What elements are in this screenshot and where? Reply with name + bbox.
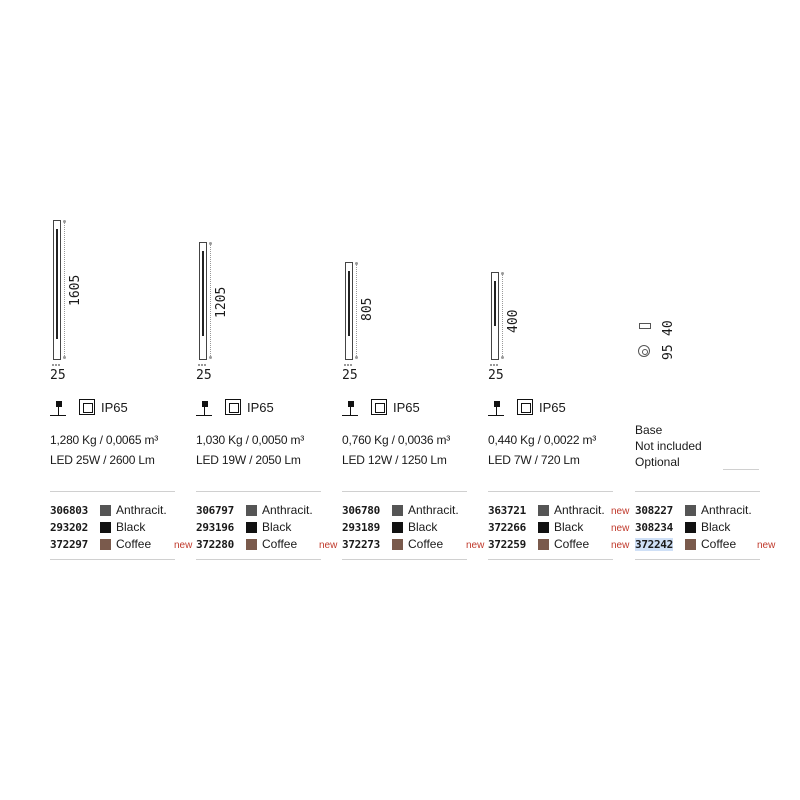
product-code: 293189 [342,521,380,534]
color-name: Coffee [408,537,444,551]
weight-volume: 1,030 Kg / 0,0050 m³ [196,433,305,447]
weight-volume: 0,440 Kg / 0,0022 m³ [488,433,597,447]
base-title: Base [635,423,663,437]
divider [635,559,760,560]
product-code: 306780 [342,504,380,517]
product-column-4 [488,0,628,800]
divider [342,559,467,560]
color-name: Anthracit. [701,503,752,517]
color-name: Anthracit. [408,503,459,517]
color-swatch [538,522,549,533]
product-code: 363721 [488,504,526,517]
product-code: 372259 [488,538,526,551]
divider [50,491,175,492]
base-diameter-label: 95 [661,344,676,360]
product-code: 372273 [342,538,380,551]
base-top-view-icon [638,345,650,357]
width-dimension-label: 25 [196,368,212,383]
height-dimension-label: 1605 [68,274,83,306]
new-badge: new [174,540,193,551]
divider [723,469,759,470]
color-swatch [100,539,111,550]
color-swatch [246,522,257,533]
color-swatch [538,539,549,550]
color-name: Coffee [262,537,298,551]
divider [488,559,613,560]
new-badge: new [757,540,776,551]
color-name: Black [408,520,438,534]
base-column [635,0,785,800]
ground-spike-icon [50,399,66,417]
insulation-class-icon [79,399,95,415]
product-code: 293196 [196,521,234,534]
led-spec: LED 12W / 1250 Lm [342,453,447,467]
new-badge: new [611,523,630,534]
ground-spike-icon [342,399,358,417]
product-code: 293202 [50,521,88,534]
product-code: 372280 [196,538,234,551]
lamp-drawing [53,220,61,360]
lamp-drawing [491,272,499,360]
base-note-not-included: Not included [635,439,702,453]
width-dimension-label: 25 [488,368,504,383]
height-dimension-line [64,222,65,356]
color-name: Coffee [701,537,737,551]
product-code: 306803 [50,504,88,517]
product-code: 308227 [635,504,673,517]
color-name: Black [701,520,731,534]
base-height-label: 40 [661,320,676,336]
height-dimension-line [210,244,211,356]
new-badge: new [611,506,630,517]
color-swatch [100,522,111,533]
color-swatch [246,539,257,550]
product-code-highlighted: 372242 [635,538,673,551]
height-dimension-line [356,264,357,356]
product-code: 306797 [196,504,234,517]
product-column-3 [342,0,485,800]
product-code: 372297 [50,538,88,551]
color-name: Coffee [554,537,590,551]
led-spec: LED 19W / 2050 Lm [196,453,301,467]
ip-rating: IP65 [393,400,420,415]
color-swatch [246,505,257,516]
height-dimension-label: 400 [506,309,521,333]
led-spec: LED 25W / 2600 Lm [50,453,155,467]
color-swatch [685,505,696,516]
ip-rating: IP65 [101,400,128,415]
ip-rating: IP65 [539,400,566,415]
divider [635,491,760,492]
color-swatch [392,522,403,533]
weight-volume: 1,280 Kg / 0,0065 m³ [50,433,159,447]
width-dimension-label: 25 [50,368,66,383]
height-dimension-line [502,274,503,356]
color-swatch [685,539,696,550]
divider [50,559,175,560]
height-dimension-label: 1205 [214,286,229,318]
new-badge: new [466,540,485,551]
weight-volume: 0,760 Kg / 0,0036 m³ [342,433,451,447]
width-dimension-label: 25 [342,368,358,383]
height-dimension-label: 805 [360,297,375,321]
divider [196,559,321,560]
color-name: Black [116,520,146,534]
new-badge: new [611,540,630,551]
color-name: Black [262,520,292,534]
lamp-drawing [345,262,353,360]
color-name: Coffee [116,537,152,551]
color-name: Black [554,520,584,534]
product-column-1 [50,0,193,800]
base-note-optional: Optional [635,455,680,469]
insulation-class-icon [517,399,533,415]
product-code: 308234 [635,521,673,534]
ip-rating: IP65 [247,400,274,415]
ground-spike-icon [196,399,212,417]
color-swatch [392,539,403,550]
color-swatch [538,505,549,516]
ground-spike-icon [488,399,504,417]
color-swatch [685,522,696,533]
product-code: 372266 [488,521,526,534]
insulation-class-icon [371,399,387,415]
color-name: Anthracit. [262,503,313,517]
color-name: Anthracit. [116,503,167,517]
new-badge: new [319,540,338,551]
led-spec: LED 7W / 720 Lm [488,453,580,467]
lamp-drawing [199,242,207,360]
insulation-class-icon [225,399,241,415]
color-swatch [392,505,403,516]
divider [488,491,613,492]
color-swatch [100,505,111,516]
product-column-2 [196,0,336,800]
divider [342,491,467,492]
color-name: Anthracit. [554,503,605,517]
base-side-view-icon [639,323,651,329]
divider [196,491,321,492]
